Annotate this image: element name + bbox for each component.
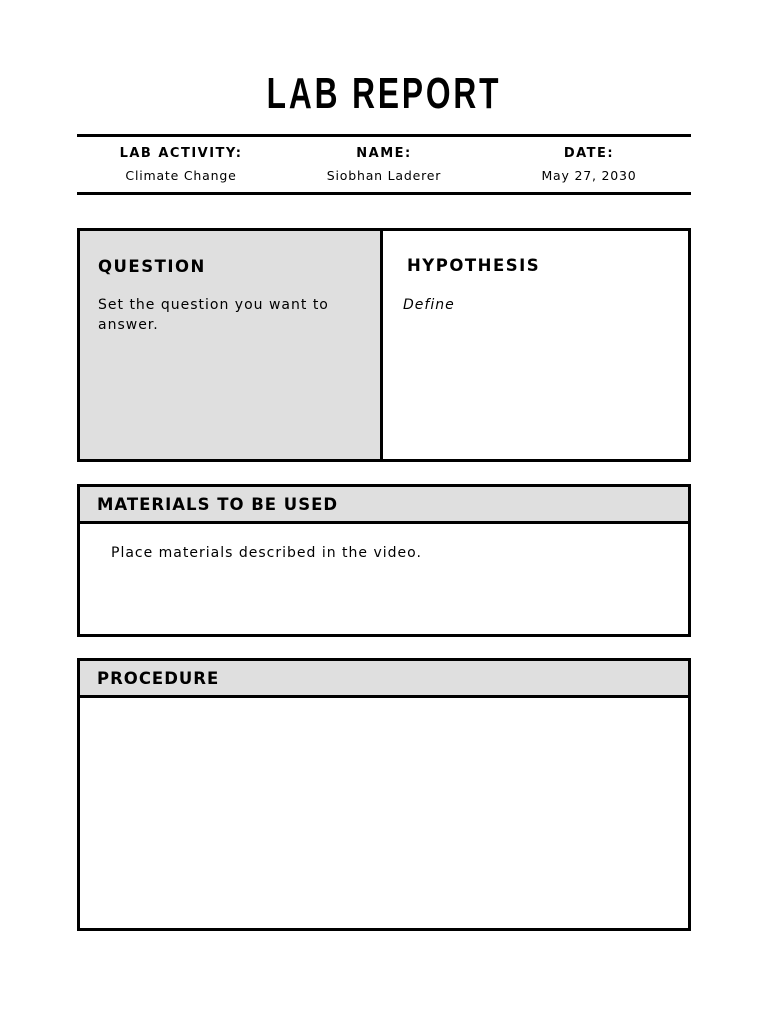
procedure-section — [77, 658, 691, 931]
info-bottom-rule — [77, 192, 691, 195]
lab-activity-label: LAB ACTIVITY: — [119, 146, 243, 161]
info-date — [487, 146, 691, 184]
question-text: Set the question you want to answer. — [98, 297, 329, 333]
materials-section — [77, 484, 691, 637]
date-label: DATE: — [563, 146, 615, 161]
materials-text[interactable]: Place materials described in the video. — [111, 545, 422, 561]
lab-activity-value[interactable]: Climate Change — [125, 168, 237, 183]
date-value[interactable]: May 27, 2030 — [541, 168, 637, 183]
info-top-rule — [77, 134, 691, 137]
materials-header — [80, 487, 688, 524]
procedure-header — [80, 661, 688, 698]
hypothesis-panel[interactable] — [386, 231, 688, 459]
question-hypothesis-box — [77, 228, 691, 462]
info-name — [282, 146, 486, 184]
hypothesis-heading: HYPOTHESIS — [407, 256, 541, 275]
question-heading: QUESTION — [98, 257, 206, 276]
page-title: LAB REPORT — [266, 69, 502, 118]
info-lab-activity — [79, 146, 283, 184]
name-value[interactable]: Siobhan Laderer — [326, 168, 442, 183]
name-label: NAME: — [356, 146, 412, 161]
materials-heading: MATERIALS TO BE USED — [97, 495, 339, 514]
hypothesis-text: Define — [403, 297, 455, 313]
procedure-heading: PROCEDURE — [97, 669, 220, 688]
question-panel[interactable] — [80, 231, 383, 459]
